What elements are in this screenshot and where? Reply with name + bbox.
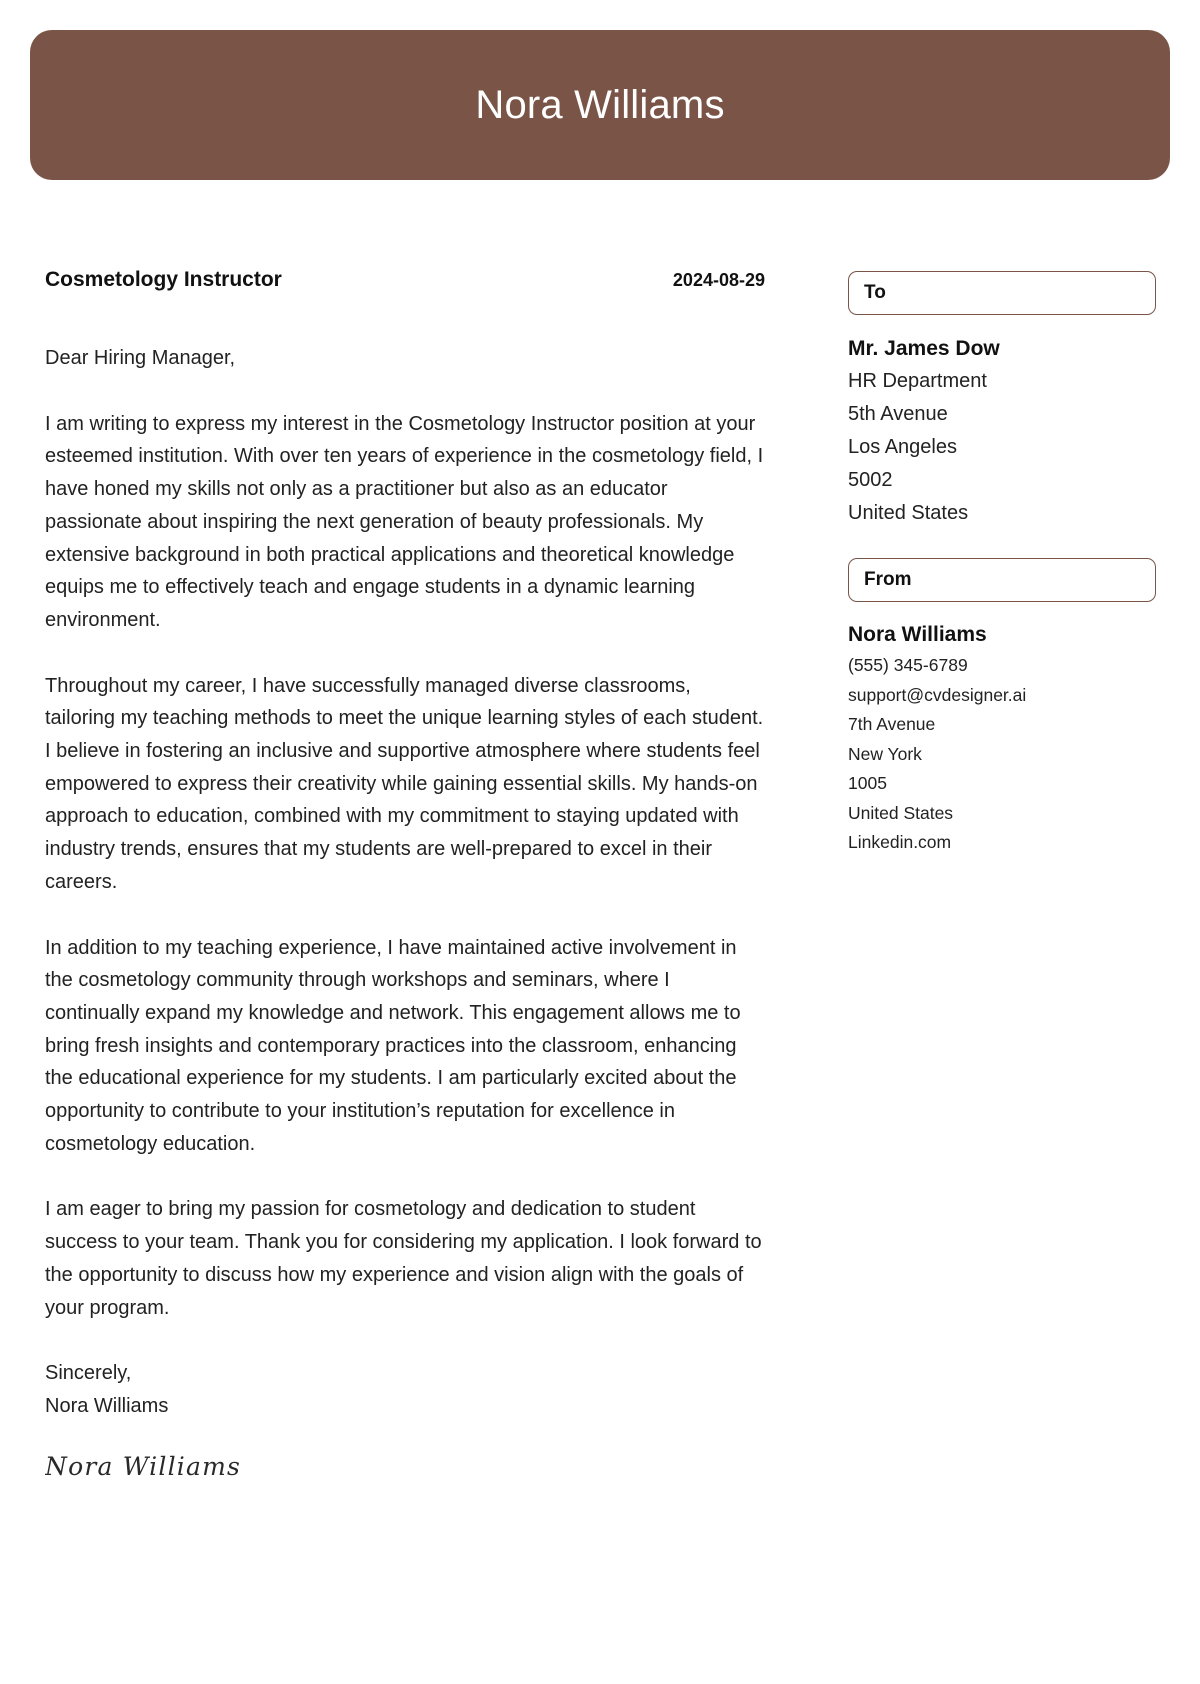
address-sidebar bbox=[848, 271, 1156, 858]
sender-phone[interactable]: (555) 345-6789 bbox=[848, 655, 968, 675]
sender-city: New York bbox=[848, 743, 922, 764]
recipient-street: 5th Avenue bbox=[848, 403, 948, 425]
sender-country: United States bbox=[848, 802, 954, 823]
to-section-label: To bbox=[848, 271, 1156, 315]
sender-email[interactable]: support@cvdesigner.ai bbox=[848, 684, 1027, 705]
signature-text: Nora Williams bbox=[45, 1451, 242, 1481]
letter-body bbox=[45, 342, 765, 1324]
header-banner bbox=[30, 30, 1170, 180]
recipient-name: Mr. James Dow bbox=[848, 337, 1000, 360]
letter-date: 2024-08-29 bbox=[672, 270, 765, 290]
handwritten-signature bbox=[45, 1443, 245, 1489]
applicant-name-heading: Nora Williams bbox=[475, 82, 725, 127]
job-title: Cosmetology Instructor bbox=[45, 268, 282, 291]
recipient-country: United States bbox=[848, 502, 969, 524]
letter-title-row bbox=[45, 268, 765, 304]
body-paragraph: I am writing to express my interest in the Cosmetology Instructor position at your esteemed institution. With over ten years of experience in the cosmetology field, I have honed my skills not only as a practitioner but also as an educator passionate about inspiring the next generation of beauty professionals. My extensive background in both practical applications and theoretical knowledge equips me to effectively teach and engage students in a dynamic learning environment. bbox=[45, 412, 764, 631]
salutation: Dear Hiring Manager, bbox=[45, 347, 236, 369]
closing-block bbox=[45, 1357, 765, 1422]
recipient-zip: 5002 bbox=[848, 469, 893, 491]
recipient-city: Los Angeles bbox=[848, 436, 957, 458]
body-paragraph: In addition to my teaching experience, I have maintained active involvement in the cosmetology community through workshops and seminars, where I continually expand my knowledge and network. This engagement allows me to bring fresh insights and contemporary practices into the classroom, enhancing the educational experience for my students. I am particularly excited about the opportunity to contribute to your institution’s reputation for excellence in cosmetology education. bbox=[45, 936, 741, 1155]
recipient-block bbox=[848, 333, 1156, 530]
body-paragraph: I am eager to bring my passion for cosmetology and dedication to student success to your team. Thank you for considering my application. I look forward to the opportunity to discuss how my experience and vision align with the goals of your program. bbox=[45, 1198, 762, 1319]
sender-block bbox=[848, 619, 1156, 858]
from-section-label: From bbox=[848, 558, 1156, 602]
letter-column bbox=[45, 268, 765, 1489]
sender-street: 7th Avenue bbox=[848, 714, 936, 734]
body-paragraph: Throughout my career, I have successfully managed diverse classrooms, tailoring my teaching methods to meet the unique learning styles of each student. I believe in fostering an inclusive and supportive atmosphere where students feel empowered to express their creativity while gaining essential skills. My hands-on approach to education, combined with my commitment to staying updated with industry trends, ensures that my students are well-prepared to excel in their careers. bbox=[45, 674, 764, 893]
sender-name: Nora Williams bbox=[848, 623, 987, 646]
sender-linkedin-link[interactable]: Linkedin.com bbox=[848, 832, 952, 852]
closing-phrase: Sincerely, bbox=[45, 1362, 132, 1385]
closing-name: Nora Williams bbox=[45, 1394, 169, 1417]
sender-zip: 1005 bbox=[848, 773, 887, 793]
recipient-department: HR Department bbox=[848, 370, 987, 392]
